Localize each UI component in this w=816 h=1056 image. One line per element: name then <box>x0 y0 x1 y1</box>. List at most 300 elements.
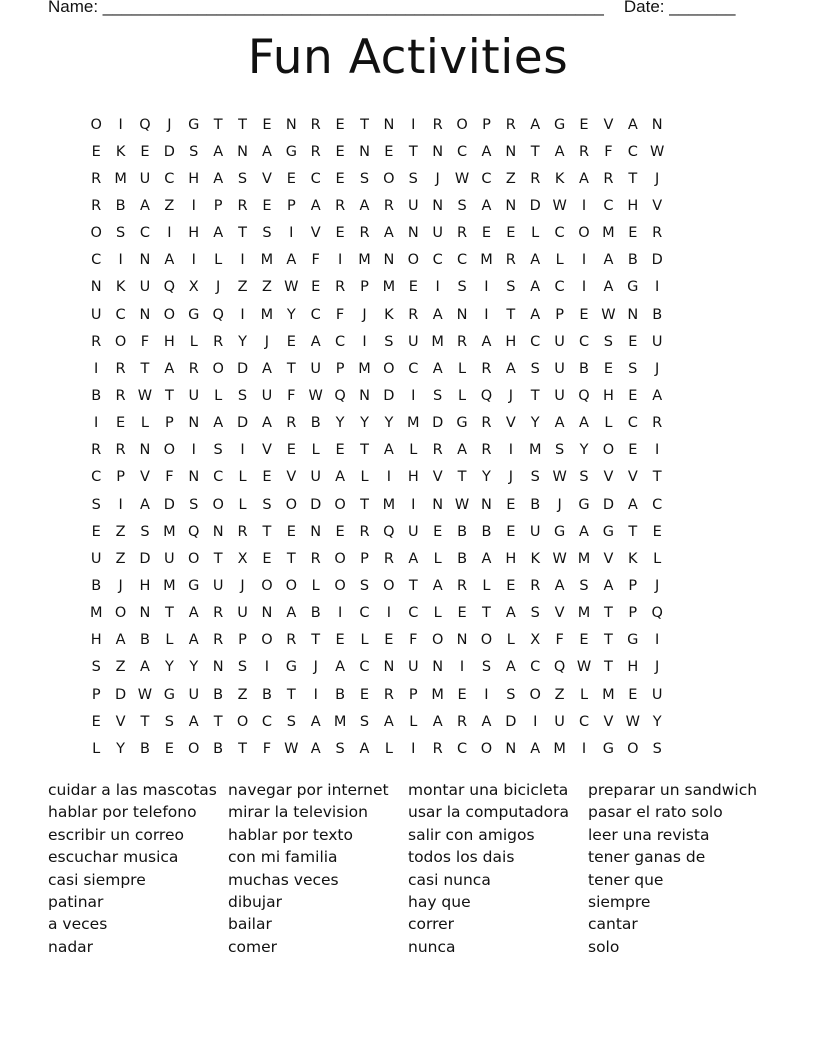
grid-letter: R <box>603 170 614 187</box>
grid-letter: A <box>457 442 468 459</box>
grid-letter: N <box>505 143 517 160</box>
grid-letter: R <box>457 225 468 242</box>
grid-letter: A <box>213 415 224 432</box>
grid-letter: W <box>650 143 665 160</box>
grid-letter: A <box>286 605 297 622</box>
word-bank-item: nunca <box>408 937 456 956</box>
grid-letter: T <box>482 605 491 622</box>
grid-letter: E <box>579 632 589 649</box>
grid-letter: B <box>91 577 102 594</box>
word-bank-item: correr <box>408 915 455 934</box>
grid-letter: R <box>652 225 663 242</box>
grid-letter: N <box>383 252 395 269</box>
grid-letter: I <box>240 252 245 269</box>
grid-letter: N <box>456 632 468 649</box>
grid-letter: R <box>530 577 541 594</box>
grid-letter: I <box>411 116 416 133</box>
name-field-label[interactable]: Name: _____________________________________________________ <box>48 0 604 16</box>
grid-letter: R <box>481 415 492 432</box>
grid-letter: D <box>115 686 127 703</box>
grid-letter: M <box>260 306 274 323</box>
grid-letter: C <box>164 170 175 187</box>
word-bank-item: casi siempre <box>48 870 146 889</box>
grid-letter: E <box>335 523 345 540</box>
grid-letter: M <box>577 550 591 567</box>
grid-letter: I <box>655 632 660 649</box>
grid-letter: F <box>409 632 418 649</box>
grid-letter: A <box>481 713 492 730</box>
grid-letter: V <box>115 713 126 730</box>
grid-row <box>84 545 740 572</box>
grid-letter: U <box>164 550 175 567</box>
grid-letter: A <box>652 387 663 404</box>
grid-letter: L <box>433 605 442 622</box>
grid-letter: L <box>165 632 174 649</box>
grid-letter: U <box>188 686 200 703</box>
grid-letter: N <box>139 605 151 622</box>
grid-letter: E <box>457 686 467 703</box>
grid-letter: E <box>286 333 296 350</box>
grid-letter: V <box>603 116 614 133</box>
grid-letter: B <box>115 197 126 214</box>
word-bank-item: comer <box>228 937 278 956</box>
word-bank-item: salir con amigos <box>408 825 535 844</box>
grid-letter: A <box>359 197 370 214</box>
grid-letter: G <box>163 686 175 703</box>
grid-letter: I <box>411 496 416 513</box>
grid-letter: A <box>579 170 589 187</box>
grid-letter: I <box>191 197 196 214</box>
grid-letter: T <box>457 469 467 486</box>
grid-letter: I <box>459 659 465 676</box>
grid-letter: W <box>601 306 616 323</box>
grid-letter: I <box>435 279 440 296</box>
grid-letter: Y <box>238 333 247 350</box>
grid-letter: E <box>628 333 638 350</box>
grid-letter: E <box>335 170 345 187</box>
grid-letter: S <box>359 577 370 594</box>
grid-row <box>84 192 740 219</box>
grid-letter: K <box>554 170 565 187</box>
grid-letter: F <box>555 632 564 649</box>
grid-letter: C <box>91 469 102 486</box>
grid-letter: D <box>651 252 663 269</box>
grid-letter: N <box>505 197 517 214</box>
grid-letter: R <box>237 197 248 214</box>
grid-letter: A <box>530 306 541 323</box>
grid-letter: I <box>484 279 489 296</box>
grid-letter: N <box>359 387 370 404</box>
grid-letter: T <box>213 550 223 567</box>
grid-letter: U <box>90 550 102 567</box>
grid-letter: R <box>383 550 394 567</box>
grid-letter: N <box>627 306 639 323</box>
grid-letter: H <box>602 387 614 404</box>
grid-letter: S <box>628 360 638 377</box>
grid-row <box>84 735 740 762</box>
grid-letter: L <box>458 387 467 404</box>
grid-letter: R <box>457 713 468 730</box>
grid-letter: F <box>287 387 296 404</box>
grid-letter: S <box>164 713 174 730</box>
grid-letter: R <box>530 170 541 187</box>
grid-letter: I <box>386 605 392 622</box>
grid-letter: C <box>456 143 468 160</box>
grid-letter: V <box>310 225 321 242</box>
grid-letter: U <box>188 387 200 404</box>
date-field-label[interactable]: Date: _______ <box>623 0 736 16</box>
grid-row <box>84 138 740 165</box>
grid-letter: A <box>310 333 321 350</box>
grid-letter: E <box>579 306 589 323</box>
grid-letter: I <box>118 252 123 269</box>
grid-letter: O <box>114 605 127 622</box>
grid-letter: T <box>286 550 296 567</box>
grid-letter: P <box>360 550 369 567</box>
grid-letter: H <box>505 333 517 350</box>
grid-letter: L <box>482 577 491 594</box>
grid-letter: M <box>431 686 444 703</box>
grid-letter: S <box>359 170 370 187</box>
grid-letter: E <box>262 469 272 486</box>
grid-letter: W <box>308 387 323 404</box>
grid-letter: A <box>627 496 638 513</box>
grid-letter: C <box>408 605 419 622</box>
grid-letter: S <box>579 469 589 486</box>
grid-letter: M <box>114 170 127 187</box>
grid-letter: S <box>140 523 150 540</box>
grid-letter: T <box>360 442 369 459</box>
grid-letter: I <box>362 333 367 350</box>
grid-letter: N <box>651 116 663 133</box>
grid-letter: L <box>506 632 515 649</box>
grid-letter: R <box>505 252 516 269</box>
grid-letter: Y <box>116 740 126 757</box>
grid-letter: T <box>262 523 272 540</box>
grid-letter: U <box>651 686 663 703</box>
grid-letter: E <box>140 143 150 160</box>
grid-letter: I <box>655 279 660 296</box>
grid-letter: A <box>188 605 199 622</box>
grid-letter: R <box>505 116 516 133</box>
word-bank-item: preparar un sandwich <box>588 781 758 799</box>
grid-letter: N <box>90 279 102 296</box>
word-bank-item: muchas veces <box>228 870 339 889</box>
grid-letter: S <box>115 225 126 242</box>
grid-letter: G <box>578 496 590 513</box>
grid-letter: U <box>651 333 663 350</box>
grid-letter: O <box>285 577 298 594</box>
grid-letter: R <box>115 360 126 377</box>
grid-letter: P <box>482 116 491 133</box>
grid-letter: O <box>212 360 224 377</box>
grid-letter: U <box>554 360 565 377</box>
grid-letter: Z <box>115 550 126 567</box>
grid-letter: A <box>530 116 541 133</box>
grid-letter: C <box>115 306 126 323</box>
grid-letter: Z <box>237 686 248 703</box>
grid-letter: A <box>530 279 541 296</box>
grid-letter: S <box>262 496 272 513</box>
grid-letter: E <box>335 632 345 649</box>
grid-letter: L <box>579 686 589 703</box>
grid-letter: R <box>91 197 102 214</box>
grid-letter: N <box>212 659 224 676</box>
grid-letter: T <box>286 360 296 377</box>
grid-letter: C <box>310 170 321 187</box>
grid-letter: S <box>213 442 223 459</box>
grid-letter: U <box>529 523 541 540</box>
grid-letter: M <box>163 577 176 594</box>
grid-letter: V <box>505 415 516 432</box>
grid-letter: I <box>94 360 99 377</box>
grid-letter: E <box>579 116 589 133</box>
grid-letter: S <box>262 225 272 242</box>
grid-letter: T <box>652 469 662 486</box>
grid-letter: J <box>435 170 440 187</box>
grid-letter: A <box>530 252 541 269</box>
grid-row <box>84 464 740 491</box>
grid-letter: A <box>213 143 224 160</box>
grid-letter: C <box>432 252 443 269</box>
grid-letter: U <box>237 605 248 622</box>
grid-letter: O <box>334 577 346 594</box>
grid-letter: Q <box>553 659 566 676</box>
grid-letter: I <box>484 686 489 703</box>
grid-row <box>84 437 740 464</box>
grid-letter: D <box>139 550 151 567</box>
grid-letter: Y <box>652 713 662 730</box>
word-bank-item: montar una bicicleta <box>408 781 569 799</box>
grid-letter: A <box>554 143 565 160</box>
grid-letter: Y <box>360 415 369 432</box>
grid-letter: O <box>480 632 493 649</box>
grid-letter: Q <box>578 387 590 404</box>
grid-letter: D <box>236 415 249 432</box>
grid-letter: T <box>238 225 247 242</box>
grid-letter: A <box>505 605 516 622</box>
grid-letter: I <box>411 740 416 757</box>
grid-letter: I <box>386 469 392 486</box>
grid-letter: R <box>383 197 394 214</box>
grid-letter: C <box>554 225 565 242</box>
grid-letter: O <box>529 686 541 703</box>
grid-letter: Y <box>164 659 174 676</box>
grid-letter: E <box>506 523 516 540</box>
grid-letter: C <box>91 252 102 269</box>
grid-letter: S <box>189 496 199 513</box>
word-bank-item: mirar la television <box>228 803 368 822</box>
grid-letter: S <box>579 577 589 594</box>
grid-letter: M <box>163 523 176 540</box>
word-bank-item: tener ganas de <box>588 848 706 867</box>
grid-letter: L <box>360 469 369 486</box>
grid-letter: O <box>578 225 590 242</box>
grid-letter: G <box>188 116 200 133</box>
grid-letter: E <box>506 577 516 594</box>
grid-letter: S <box>530 469 540 486</box>
grid-letter: Z <box>505 170 516 187</box>
grid-letter: A <box>140 496 150 513</box>
grid-letter: B <box>310 415 321 432</box>
grid-letter: B <box>652 306 663 323</box>
grid-letter: L <box>409 713 418 730</box>
grid-letter: U <box>261 387 273 404</box>
word-bank-item: casi nunca <box>408 870 491 889</box>
grid-letter: G <box>188 306 200 323</box>
grid-row <box>84 328 740 355</box>
grid-letter: E <box>91 523 101 540</box>
grid-letter: I <box>581 197 587 214</box>
grid-letter: E <box>359 686 370 703</box>
grid-letter: T <box>286 686 296 703</box>
grid-letter: M <box>358 360 371 377</box>
grid-letter: I <box>191 252 196 269</box>
grid-letter: A <box>310 713 321 730</box>
grid-letter: I <box>581 252 587 269</box>
grid-letter: A <box>481 143 492 160</box>
grid-letter: A <box>164 360 175 377</box>
grid-letter: B <box>530 496 541 513</box>
grid-letter: B <box>579 360 589 377</box>
grid-letter: E <box>335 143 345 160</box>
grid-letter: U <box>407 333 419 350</box>
grid-letter: L <box>311 442 320 459</box>
word-bank-column <box>408 779 588 958</box>
grid-letter: E <box>286 523 296 540</box>
grid-row <box>84 355 740 382</box>
grid-letter: S <box>506 686 516 703</box>
grid-letter: R <box>310 550 321 567</box>
page-title: Fun Activities <box>247 30 569 85</box>
grid-letter: E <box>628 387 638 404</box>
grid-letter: S <box>91 496 101 513</box>
grid-letter: R <box>408 306 419 323</box>
grid-letter: U <box>554 387 565 404</box>
grid-letter: U <box>554 333 565 350</box>
grid-letter: O <box>163 442 176 459</box>
grid-letter: I <box>191 442 196 459</box>
grid-letter: N <box>139 442 151 459</box>
grid-letter: A <box>140 659 150 676</box>
grid-letter: G <box>285 659 297 676</box>
grid-letter: W <box>137 686 153 703</box>
grid-letter: D <box>163 143 175 160</box>
grid-letter: T <box>140 360 150 377</box>
grid-letter: N <box>188 469 200 486</box>
grid-letter: P <box>213 197 223 214</box>
grid-letter: B <box>310 605 321 622</box>
grid-letter: D <box>163 496 175 513</box>
grid-letter: W <box>552 550 567 567</box>
grid-letter: O <box>236 713 249 730</box>
grid-letter: G <box>553 116 566 133</box>
grid-letter: M <box>89 605 103 622</box>
grid-letter: W <box>552 197 567 214</box>
grid-letter: R <box>481 442 492 459</box>
grid-letter: C <box>578 713 590 730</box>
grid-letter: N <box>432 143 444 160</box>
grid-letter: T <box>530 143 540 160</box>
grid-letter: R <box>652 415 663 432</box>
grid-letter: N <box>383 659 395 676</box>
grid-letter: F <box>262 740 272 757</box>
grid-letter: B <box>140 632 150 649</box>
grid-letter: P <box>91 686 101 703</box>
grid-row <box>84 410 740 437</box>
grid-letter: E <box>91 143 101 160</box>
grid-letter: P <box>360 279 369 296</box>
grid-letter: X <box>188 279 199 296</box>
grid-letter: D <box>505 713 517 730</box>
grid-letter: A <box>335 659 346 676</box>
grid-letter: E <box>91 713 101 730</box>
word-bank <box>48 779 788 958</box>
grid-letter: H <box>188 225 200 242</box>
grid-letter: T <box>213 116 223 133</box>
grid-letter: I <box>240 442 245 459</box>
grid-row <box>84 627 740 654</box>
grid-letter: C <box>213 469 224 486</box>
grid-letter: Q <box>212 306 224 323</box>
grid-letter: L <box>384 740 393 757</box>
grid-letter: E <box>262 116 272 133</box>
grid-letter: A <box>481 550 492 567</box>
grid-letter: A <box>261 143 272 160</box>
grid-letter: C <box>603 197 614 214</box>
grid-letter: A <box>261 415 272 432</box>
grid-letter: L <box>555 252 564 269</box>
grid-letter: E <box>262 197 272 214</box>
grid-letter: L <box>189 333 198 350</box>
grid-letter: W <box>454 170 470 187</box>
grid-letter: D <box>236 360 249 377</box>
grid-letter: I <box>289 225 294 242</box>
grid-letter: Z <box>164 197 175 214</box>
grid-letter: I <box>313 686 318 703</box>
grid-letter: J <box>313 659 318 676</box>
grid-letter: T <box>603 659 613 676</box>
grid-letter: E <box>262 550 272 567</box>
word-bank-item: con mi familia <box>228 848 338 867</box>
grid-letter: I <box>94 415 99 432</box>
grid-letter: C <box>652 496 663 513</box>
grid-row <box>84 708 740 735</box>
grid-letter: N <box>261 605 273 622</box>
grid-letter: R <box>359 225 370 242</box>
grid-letter: R <box>481 360 492 377</box>
grid-letter: R <box>213 605 224 622</box>
grid-letter: C <box>456 252 468 269</box>
word-bank-column <box>588 779 768 958</box>
grid-letter: R <box>115 387 126 404</box>
grid-letter: P <box>164 415 174 432</box>
grid-letter: E <box>335 225 345 242</box>
grid-letter: N <box>237 143 248 160</box>
grid-letter: C <box>335 333 346 350</box>
grid-letter: O <box>383 360 395 377</box>
grid-letter: B <box>91 387 102 404</box>
grid-letter: E <box>506 496 516 513</box>
grid-row <box>84 274 740 301</box>
grid-letter: C <box>359 659 370 676</box>
grid-letter: E <box>433 523 443 540</box>
grid-letter: B <box>627 252 638 269</box>
grid-letter: B <box>261 686 272 703</box>
grid-letter: B <box>457 550 468 567</box>
grid-letter: C <box>530 659 541 676</box>
grid-letter: E <box>286 170 296 187</box>
